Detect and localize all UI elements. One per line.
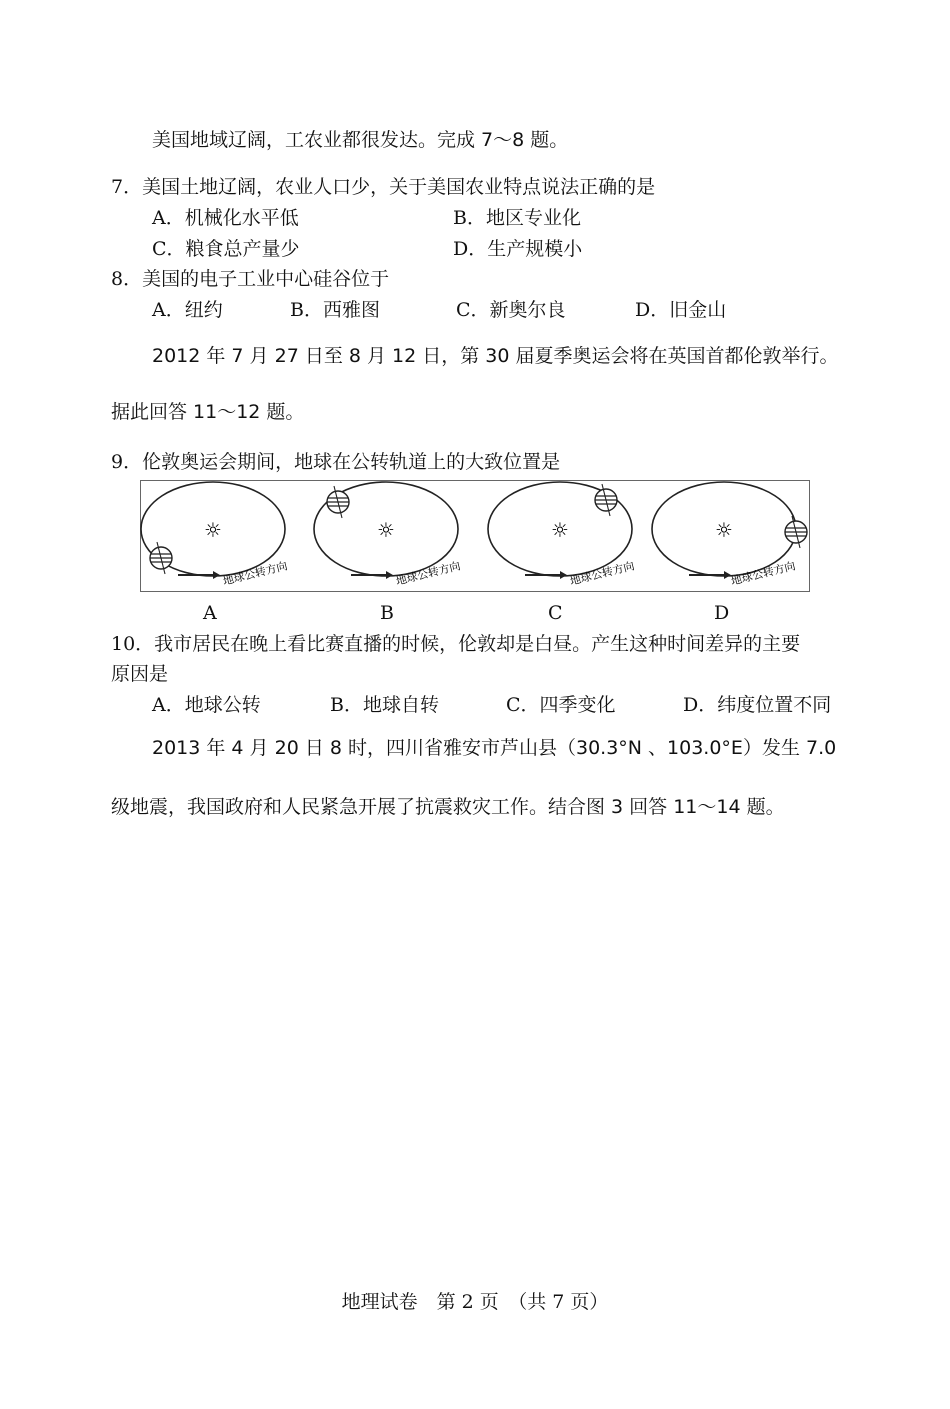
q10-stem-line2: 原因是 xyxy=(111,663,169,685)
sun-icon: ☼ xyxy=(377,518,395,542)
q8-option-d: D．旧金山 xyxy=(635,299,727,321)
q10-option-b: B．地球自转 xyxy=(330,694,439,716)
panel-label-b: B xyxy=(380,602,394,624)
q10-option-d: D．纬度位置不同 xyxy=(683,694,832,716)
arrow-head xyxy=(213,571,220,579)
intro-quake-line1: 2013 年 4 月 20 日 8 时，四川省雅安市芦山县（30.3°N 、103.0°E）发生 7.0 xyxy=(152,737,837,759)
q7-stem: 7．美国土地辽阔，农业人口少，关于美国农业特点说法正确的是 xyxy=(111,176,656,198)
sun-icon: ☼ xyxy=(715,518,733,542)
page-footer: 地理试卷 第 2 页 （共 7 页） xyxy=(341,1291,609,1313)
orbit-direction-label: 地球公转方向 xyxy=(729,559,797,588)
intro-q7-8: 美国地域辽阔，工农业都很发达。完成 7～8 题。 xyxy=(152,129,569,151)
orbit-direction-label: 地球公转方向 xyxy=(221,559,289,588)
q9-stem: 9．伦敦奥运会期间，地球在公转轨道上的大致位置是 xyxy=(111,451,561,473)
orbit-panel-c xyxy=(488,482,636,588)
panel-label-d: D xyxy=(714,602,730,624)
sun-icon: ☼ xyxy=(204,518,222,542)
q7-option-b: B．地区专业化 xyxy=(453,207,581,229)
sun-icon: ☼ xyxy=(551,518,569,542)
orbit-panel-d xyxy=(652,482,807,588)
arrow-head xyxy=(560,571,567,579)
earth-icon xyxy=(150,542,172,574)
orbit-panel-b xyxy=(314,482,462,588)
q7-option-c: C．粮食总产量少 xyxy=(152,238,300,260)
intro-olympics-line1: 2012 年 7 月 27 日至 8 月 12 日，第 30 届夏季奥运会将在英国首都伦敦举行。 xyxy=(152,345,839,367)
earth-icon xyxy=(785,516,807,548)
orbit-direction-label: 地球公转方向 xyxy=(568,559,636,588)
q10-option-a: A．地球公转 xyxy=(152,694,261,716)
arrow-head xyxy=(386,571,393,579)
q7-option-d: D．生产规模小 xyxy=(453,238,583,260)
panel-label-a: A xyxy=(203,602,217,624)
q10-option-c: C．四季变化 xyxy=(506,694,616,716)
q7-option-a: A．机械化水平低 xyxy=(152,207,299,229)
orbit-direction-label: 地球公转方向 xyxy=(394,559,462,588)
intro-quake-line2: 级地震，我国政府和人民紧急开展了抗震救灾工作。结合图 3 回答 11～14 题。 xyxy=(111,796,785,818)
q8-option-b: B．西雅图 xyxy=(290,299,380,321)
q8-stem: 8．美国的电子工业中心硅谷位于 xyxy=(111,268,390,290)
q10-stem-line1: 10．我市居民在晚上看比赛直播的时候，伦敦却是白昼。产生这种时间差异的主要 xyxy=(111,633,801,655)
q8-option-a: A．纽约 xyxy=(152,299,223,321)
q8-option-c: C．新奥尔良 xyxy=(456,299,566,321)
orbit-diagram xyxy=(140,480,810,592)
panel-label-c: C xyxy=(548,602,563,624)
orbit-panel-a xyxy=(141,482,289,588)
intro-olympics-line2: 据此回答 11～12 题。 xyxy=(111,401,305,423)
